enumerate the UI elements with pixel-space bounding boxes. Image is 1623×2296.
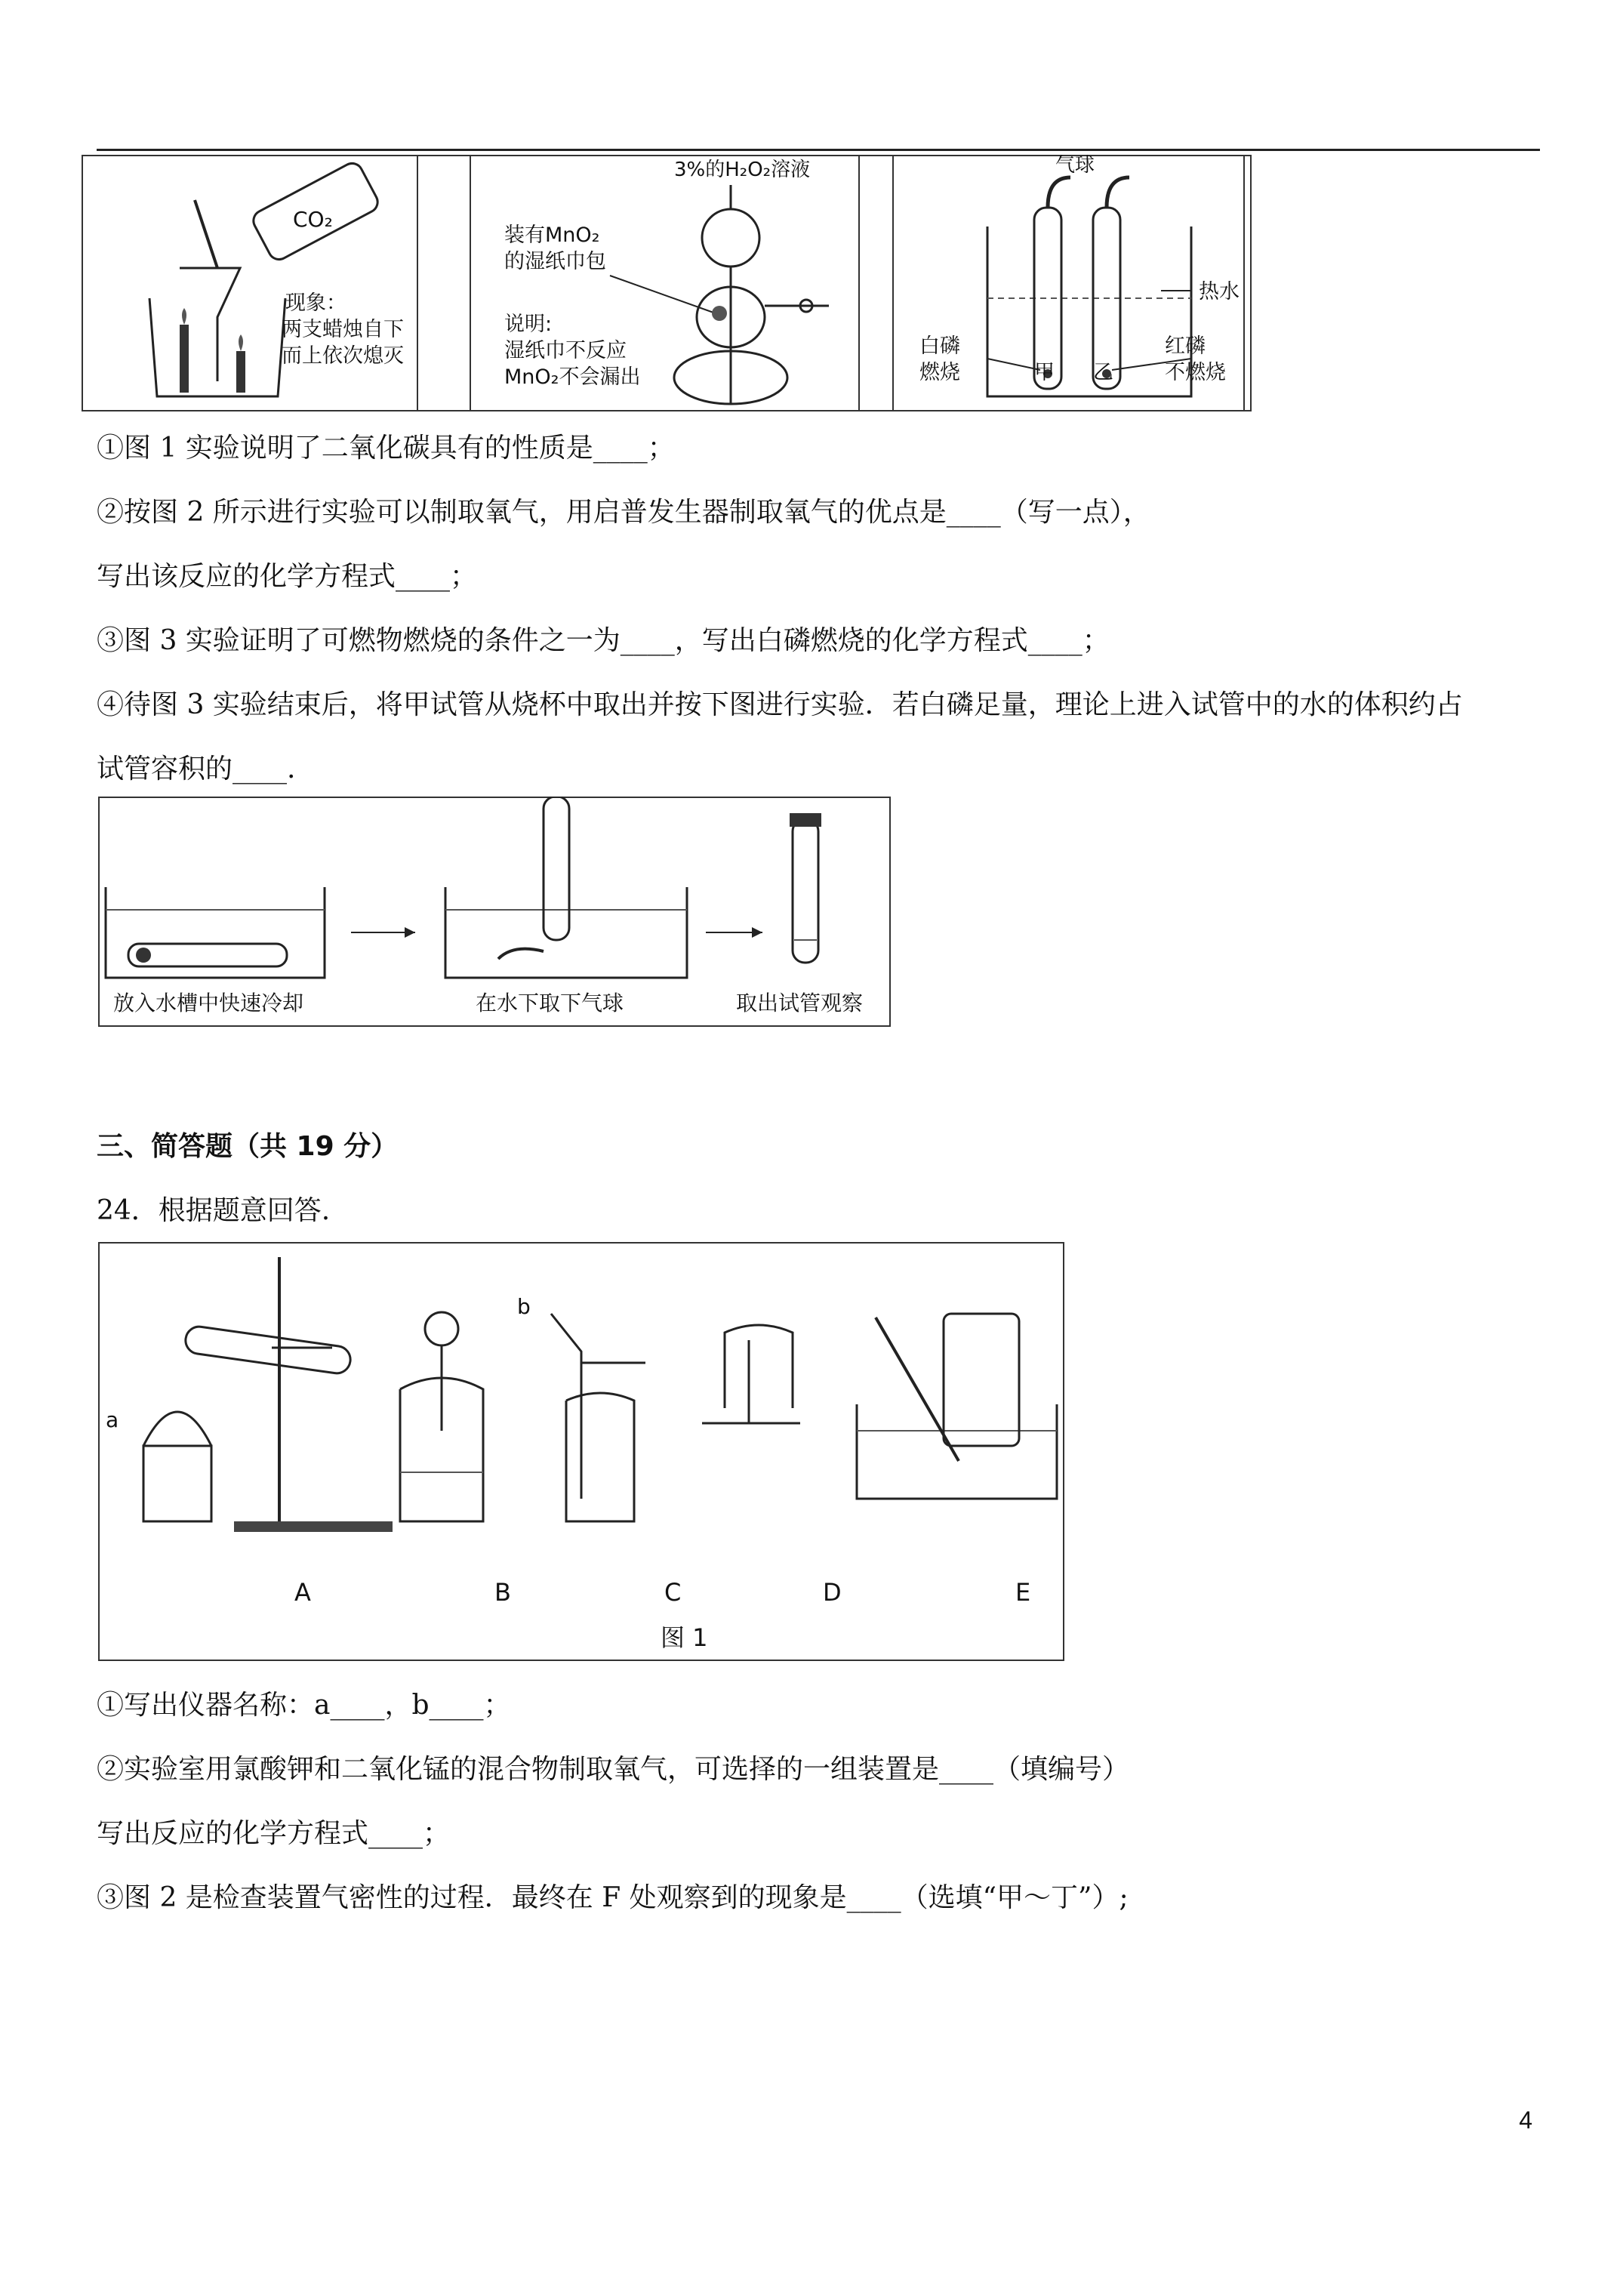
question-24: 24．根据题意回答.	[97, 1195, 331, 1226]
co2-label: CO₂	[293, 207, 333, 232]
sub-question-3: ③图 2 是检查装置气密性的过程．最终在 F 处观察到的现象是____（选填“甲～丁”）;	[97, 1882, 1129, 1913]
label-A: A	[294, 1578, 311, 1607]
white-phosphorus-label1: 白磷	[919, 334, 960, 358]
sub-question-2: ②实验室用氯酸钾和二氧化锰的混合物制取氧气，可选择的一组装置是____（填编号）	[97, 1754, 1130, 1785]
step2-trough	[445, 797, 687, 978]
hot-water-tubes-drawing	[987, 177, 1191, 396]
panel2-top-label: 3%的H₂O₂溶液	[674, 159, 811, 181]
kipp-generator-drawing	[610, 185, 829, 404]
tube-jia-label: 甲	[1034, 361, 1055, 384]
apparatus-c-bottle	[551, 1314, 645, 1521]
question-2b: 写出该反应的化学方程式____；	[97, 561, 478, 592]
label-C: C	[664, 1578, 682, 1607]
apparatus-b-flask	[400, 1312, 483, 1521]
tube-yi-label: 乙	[1093, 361, 1113, 384]
sub-question-2b: 写出反应的化学方程式____；	[97, 1818, 451, 1849]
apparatus-e-water-trough	[857, 1314, 1057, 1499]
figure-cooling-steps	[98, 797, 891, 1027]
section-3-heading: 三、简答题（共 19 分）	[97, 1131, 399, 1162]
sub-question-1: ①写出仪器名称：a____，b____；	[97, 1690, 511, 1721]
panel1-note1: 现象：	[285, 291, 346, 315]
page-number: 4	[1519, 2106, 1532, 2134]
panel1-note2: 两支蜡烛自下	[282, 318, 404, 341]
step2-label: 在水下取下气球	[476, 991, 624, 1015]
label-a: a	[106, 1407, 119, 1432]
red-phosphorus-label1: 红磷	[1165, 334, 1206, 358]
panel2-label3: 说明:	[504, 313, 553, 336]
question-2: ②按图 2 所示进行实验可以制取氧气，用启普发生器制取氧气的优点是____（写一点），	[97, 497, 1150, 528]
question-4b: 试管容积的____.	[97, 754, 296, 784]
panel2-label5: MnO₂不会漏出	[504, 365, 641, 389]
label-D: D	[823, 1578, 842, 1607]
question-4: ④待图 3 实验结束后，将甲试管从烧杯中取出并按下图进行实验．若白磷足量，理论上进入试管中的水的体积约占	[97, 689, 1463, 720]
step1-trough	[106, 887, 325, 978]
panel2-label1: 装有MnO₂	[504, 223, 600, 247]
panel1-note3: 而上依次熄灭	[282, 344, 404, 368]
figure-top-experiments	[82, 155, 1252, 411]
panel2-label2: 的湿纸巾包	[504, 250, 606, 273]
figure-caption: 图 1	[661, 1623, 708, 1652]
white-phosphorus-label2: 燃烧	[919, 361, 960, 384]
balloon-label: 气球	[1055, 155, 1095, 177]
apparatus-a-heating	[143, 1257, 393, 1532]
apparatus-d-bottle	[702, 1325, 800, 1423]
question-3: ③图 3 实验证明了可燃物燃烧的条件之一为____，写出白磷燃烧的化学方程式____；	[97, 625, 1110, 656]
figure-apparatus	[98, 1242, 1064, 1661]
step1-label: 放入水槽中快速冷却	[113, 991, 304, 1015]
step3-label: 取出试管观察	[736, 991, 864, 1015]
label-B: B	[494, 1578, 511, 1607]
step3-tube	[790, 813, 821, 963]
question-1: ①图 1 实验说明了二氧化碳具有的性质是____；	[97, 433, 675, 464]
red-phosphorus-label2: 不燃烧	[1165, 361, 1226, 384]
label-E: E	[1015, 1578, 1031, 1607]
label-b: b	[517, 1294, 531, 1319]
header-rule	[97, 149, 1540, 151]
hot-water-label: 热水	[1199, 280, 1240, 304]
panel2-label4: 湿纸巾不反应	[504, 339, 627, 362]
